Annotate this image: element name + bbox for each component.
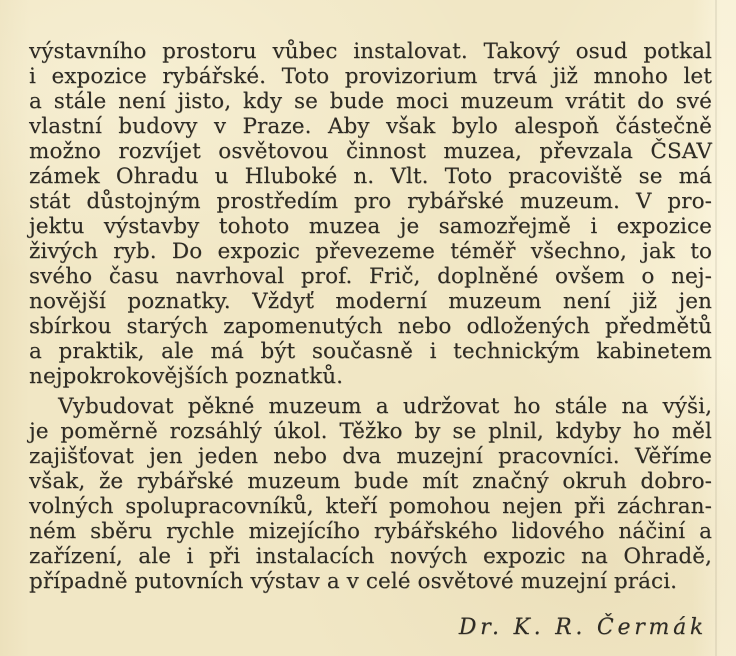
text-line: je poměrně rozsáhlý úkol. Těžko by se plnil, kdyby ho měl: [29, 419, 712, 444]
text-line: a praktik, ale má být současně i technickým kabinetem: [29, 339, 712, 364]
text-line: novější poznatky. Vždyť moderní muzeum není již jen: [29, 289, 712, 314]
text-line: zajišťovat jen jeden nebo dva muzejní pracovníci. Věříme: [29, 444, 712, 469]
text-line: zámek Ohradu u Hluboké n. Vlt. Toto pracoviště se má: [29, 164, 712, 189]
text-line: možno rozvíjet osvětovou činnost muzea, převzala ČSAV: [29, 139, 712, 164]
paragraph-1: [29, 39, 712, 389]
text-line: případně putovních výstav a v celé osvětové muzejní práci.: [29, 569, 678, 594]
text-line: však, že rybářské muzeum bude mít značný okruh dobro-: [29, 469, 712, 494]
text-line: nejpokrokovějších poznatků.: [29, 364, 344, 389]
paragraph-2: [29, 394, 712, 594]
text-line: zařízení, ale i při instalacích nových expozic na Ohradě,: [29, 544, 712, 569]
text-line: vlastní budovy v Praze. Aby však bylo alespoň částečně: [29, 114, 712, 139]
text-line: svého času navrhoval prof. Frič, doplněné ovšem o nej-: [29, 264, 712, 289]
text-line: živých ryb. Do expozic převezeme téměř všechno, jak to: [29, 239, 712, 264]
text-line: i expozice rybářské. Toto provizorium trvá již mnoho let: [29, 64, 712, 89]
text-line: sbírkou starých zapomenutých nebo odložených předmětů: [29, 314, 712, 339]
text-line: Vybudovat pěkné muzeum a udržovat ho stále na výši,: [58, 394, 712, 419]
author-signature: Dr. K. R. Čermák: [458, 615, 707, 640]
text-block: [29, 39, 712, 640]
text-line: stát důstojným prostředím pro rybářské muzeum. V pro-: [29, 189, 712, 214]
text-line: volných spolupracovníků, kteří pomohou nejen při záchran-: [29, 494, 712, 519]
text-line: výstavního prostoru vůbec instalovat. Takový osud potkal: [29, 39, 712, 64]
text-line: a stále není jisto, kdy se bude moci muzeum vrátit do své: [29, 89, 712, 114]
text-line: jektu výstavby tohoto muzea je samozřejmě i expozice: [29, 214, 712, 239]
text-line: ném sběru rychle mizejícího rybářského lidového náčiní a: [29, 519, 712, 544]
